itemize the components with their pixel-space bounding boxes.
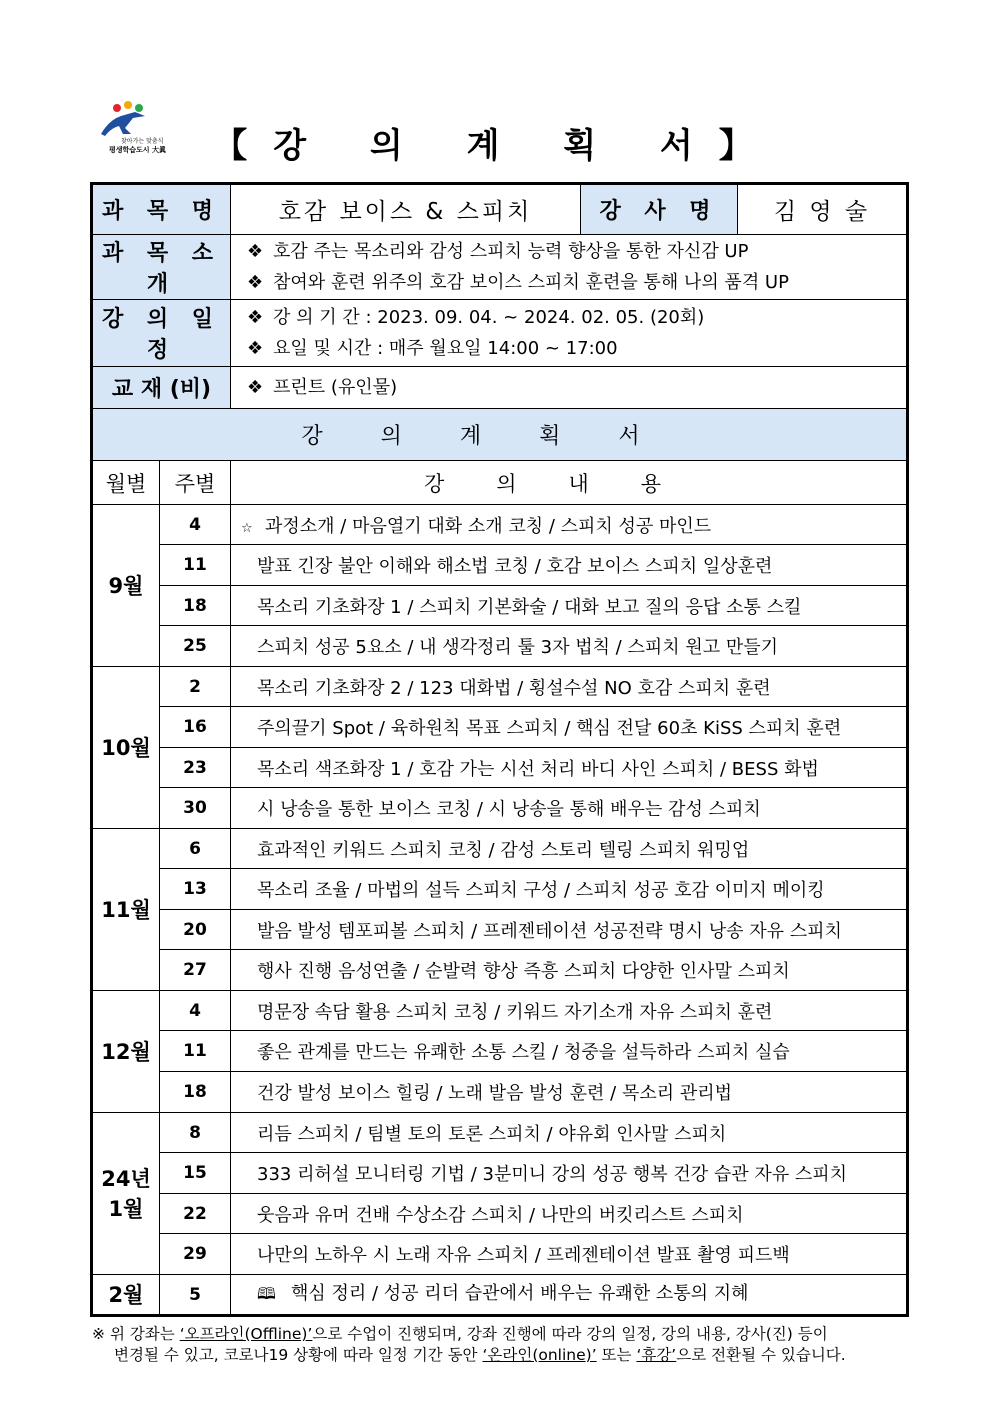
content-cell: 스피치 성공 5요소 / 내 생각정리 툴 3자 법칙 / 스피치 원고 만들기 bbox=[231, 626, 907, 667]
week-cell: 29 bbox=[160, 1234, 231, 1275]
week-cell: 30 bbox=[160, 788, 231, 829]
week-cell: 25 bbox=[160, 626, 231, 667]
month-cell: 11월 bbox=[93, 829, 160, 991]
star-icon: ☆ bbox=[241, 520, 253, 536]
week-cell: 23 bbox=[160, 748, 231, 788]
table-row bbox=[93, 991, 907, 1031]
week-cell: 4 bbox=[160, 991, 231, 1031]
content-cell: ☆ 과정소개 / 마음열기 대화 소개 코칭 / 스피치 성공 마인드 bbox=[231, 505, 907, 545]
table-row bbox=[93, 545, 907, 586]
col-header-content: 강의내용 bbox=[231, 461, 907, 505]
table-row bbox=[93, 829, 907, 869]
diamond-bullet-icon: ❖ bbox=[247, 272, 264, 293]
material-label: 교 재 (비) bbox=[93, 367, 231, 409]
content-cell: 발음 발성 템포피볼 스피치 / 프레젠테이션 성공전략 명시 낭송 자유 스피치 bbox=[231, 910, 907, 950]
week-cell: 18 bbox=[160, 1072, 231, 1113]
table-row bbox=[93, 1194, 907, 1234]
intro-item: ❖ 참여와 훈련 위주의 호감 보이스 스피치 훈련을 통해 나의 품격 UP bbox=[247, 267, 906, 298]
content-cell: 시 낭송을 통한 보이스 코칭 / 시 낭송을 통해 배우는 감성 스피치 bbox=[231, 788, 907, 829]
table-row bbox=[93, 748, 907, 788]
plan-band-row bbox=[93, 409, 907, 461]
schedule-label: 강 의 일 정 bbox=[93, 300, 231, 367]
col-header-week: 주별 bbox=[160, 461, 231, 505]
reference-mark-icon: ※ bbox=[92, 1325, 105, 1343]
week-cell: 11 bbox=[160, 545, 231, 586]
diamond-bullet-icon: ❖ bbox=[247, 338, 264, 359]
table-row bbox=[93, 586, 907, 626]
month-cell: 9월 bbox=[93, 505, 160, 667]
schedule-item: ❖ 강 의 기 간 : 2023. 09. 04. ~ 2024. 02. 05. (20회) bbox=[247, 302, 906, 333]
content-cell: 주의끌기 Spot / 육하원칙 목표 스피치 / 핵심 전달 60초 KiSS 스피치 훈련 bbox=[231, 707, 907, 748]
footnote-line-2: 변경될 수 있고, 코로나19 상황에 따라 일정 기간 동안 ‘온라인(online)’ 또는 ‘휴강’으로 전환될 수 있습니다. bbox=[114, 1346, 846, 1364]
content-cell: 🕮 핵심 정리 / 성공 리더 습관에서 배우는 유쾌한 소통의 지혜 bbox=[231, 1275, 907, 1315]
table-row bbox=[93, 1153, 907, 1194]
content-cell: 리듬 스피치 / 팀별 토의 토론 스피치 / 야유회 인사말 스피치 bbox=[231, 1113, 907, 1153]
week-cell: 5 bbox=[160, 1275, 231, 1315]
content-cell: 좋은 관계를 만드는 유쾌한 소통 스킬 / 청중을 설득하라 스피치 실습 bbox=[231, 1031, 907, 1072]
column-header-row bbox=[93, 461, 907, 505]
intro-item: ❖ 호감 주는 목소리와 감성 스피치 능력 향상을 통한 자신감 UP bbox=[247, 236, 906, 267]
intro-list bbox=[231, 235, 907, 300]
content-cell: 목소리 기초화장 2 / 123 대화법 / 횡설수설 NO 호감 스피치 훈련 bbox=[231, 667, 907, 707]
content-cell: 목소리 색조화장 1 / 호감 가는 시선 처리 바디 사인 스피치 / BESS 화법 bbox=[231, 748, 907, 788]
week-cell: 13 bbox=[160, 869, 231, 910]
diamond-bullet-icon: ❖ bbox=[247, 377, 264, 398]
intro-label: 과 목 소 개 bbox=[93, 235, 231, 300]
month-cell: 2월 bbox=[93, 1275, 160, 1315]
schedule-row bbox=[93, 300, 907, 367]
course-label: 과 목 명 bbox=[93, 185, 231, 235]
instructor-value: 김 영 술 bbox=[738, 185, 907, 235]
document-title: 【강 의 계 획 서】 bbox=[213, 126, 779, 166]
content-cell: 건강 발성 보이스 힐링 / 노래 발음 발성 훈련 / 목소리 관리법 bbox=[231, 1072, 907, 1113]
month-cell: 12월 bbox=[93, 991, 160, 1113]
instructor-label: 강 사 명 bbox=[581, 185, 738, 235]
schedule-list bbox=[231, 300, 907, 367]
month-cell: 10월 bbox=[93, 667, 160, 829]
week-cell: 4 bbox=[160, 505, 231, 545]
table-row bbox=[93, 626, 907, 667]
lecture-plan-table bbox=[92, 184, 907, 1315]
footnote-line-1: ※ 위 강좌는 ‘오프라인(Offline)’으로 수업이 진행되며, 강좌 진행에 따라 강의 일정, 강의 내용, 강사(진) 등이 bbox=[92, 1325, 828, 1343]
table-row bbox=[93, 667, 907, 707]
week-cell: 22 bbox=[160, 1194, 231, 1234]
week-cell: 8 bbox=[160, 1113, 231, 1153]
material-value: ❖ 프린트 (유인물) bbox=[231, 367, 907, 409]
table-row bbox=[93, 505, 907, 545]
table-row bbox=[93, 910, 907, 950]
diamond-bullet-icon: ❖ bbox=[247, 241, 264, 262]
course-row bbox=[93, 185, 907, 235]
week-cell: 18 bbox=[160, 586, 231, 626]
week-cell: 16 bbox=[160, 707, 231, 748]
col-header-month: 월별 bbox=[93, 461, 160, 505]
table-row bbox=[93, 950, 907, 991]
plan-band: 강의계획서 bbox=[93, 409, 907, 461]
week-cell: 2 bbox=[160, 667, 231, 707]
content-cell: 목소리 조율 / 마법의 설득 스피치 구성 / 스피치 성공 호감 이미지 메이킹 bbox=[231, 869, 907, 910]
table-row bbox=[93, 788, 907, 829]
week-cell: 27 bbox=[160, 950, 231, 991]
intro-row bbox=[93, 235, 907, 300]
table-row bbox=[93, 707, 907, 748]
footnote bbox=[92, 1324, 912, 1366]
content-cell: 효과적인 키워드 스피치 코칭 / 감성 스토리 텔링 스피치 워밍업 bbox=[231, 829, 907, 869]
week-cell: 20 bbox=[160, 910, 231, 950]
table-row bbox=[93, 869, 907, 910]
week-cell: 15 bbox=[160, 1153, 231, 1194]
content-cell: 웃음과 유머 건배 수상소감 스피치 / 나만의 버킷리스트 스피치 bbox=[231, 1194, 907, 1234]
content-cell: 행사 진행 음성연출 / 순발력 향상 즉흥 스피치 다양한 인사말 스피치 bbox=[231, 950, 907, 991]
course-value: 호감 보이스 & 스피치 bbox=[231, 185, 581, 235]
book-icon: 🕮 bbox=[257, 1284, 276, 1303]
schedule-item: ❖ 요일 및 시간 : 매주 월요일 14:00 ~ 17:00 bbox=[247, 333, 906, 364]
diamond-bullet-icon: ❖ bbox=[247, 307, 264, 328]
content-cell: 나만의 노하우 시 노래 자유 스피치 / 프레젠테이션 발표 촬영 피드백 bbox=[231, 1234, 907, 1275]
material-row bbox=[93, 367, 907, 409]
table-row bbox=[93, 1275, 907, 1315]
table-row bbox=[93, 1234, 907, 1275]
month-cell: 24년 1월 bbox=[93, 1113, 160, 1275]
content-cell: 목소리 기초화장 1 / 스피치 기본화술 / 대화 보고 질의 응답 소통 스킬 bbox=[231, 586, 907, 626]
content-cell: 발표 긴장 불안 이해와 해소법 코칭 / 호감 보이스 스피치 일상훈련 bbox=[231, 545, 907, 586]
content-cell: 333 리허설 모니터링 기법 / 3분미니 강의 성공 행복 건강 습관 자유 스피치 bbox=[231, 1153, 907, 1194]
logo-caption-main: 평생학습도시 大眞 bbox=[109, 146, 167, 154]
logo-caption-small: 찾아가는 맞춤식 bbox=[121, 138, 164, 145]
table-row bbox=[93, 1113, 907, 1153]
week-cell: 11 bbox=[160, 1031, 231, 1072]
table-row bbox=[93, 1072, 907, 1113]
content-cell: 명문장 속담 활용 스피치 코칭 / 키워드 자기소개 자유 스피치 훈련 bbox=[231, 991, 907, 1031]
table-row bbox=[93, 1031, 907, 1072]
week-cell: 6 bbox=[160, 829, 231, 869]
